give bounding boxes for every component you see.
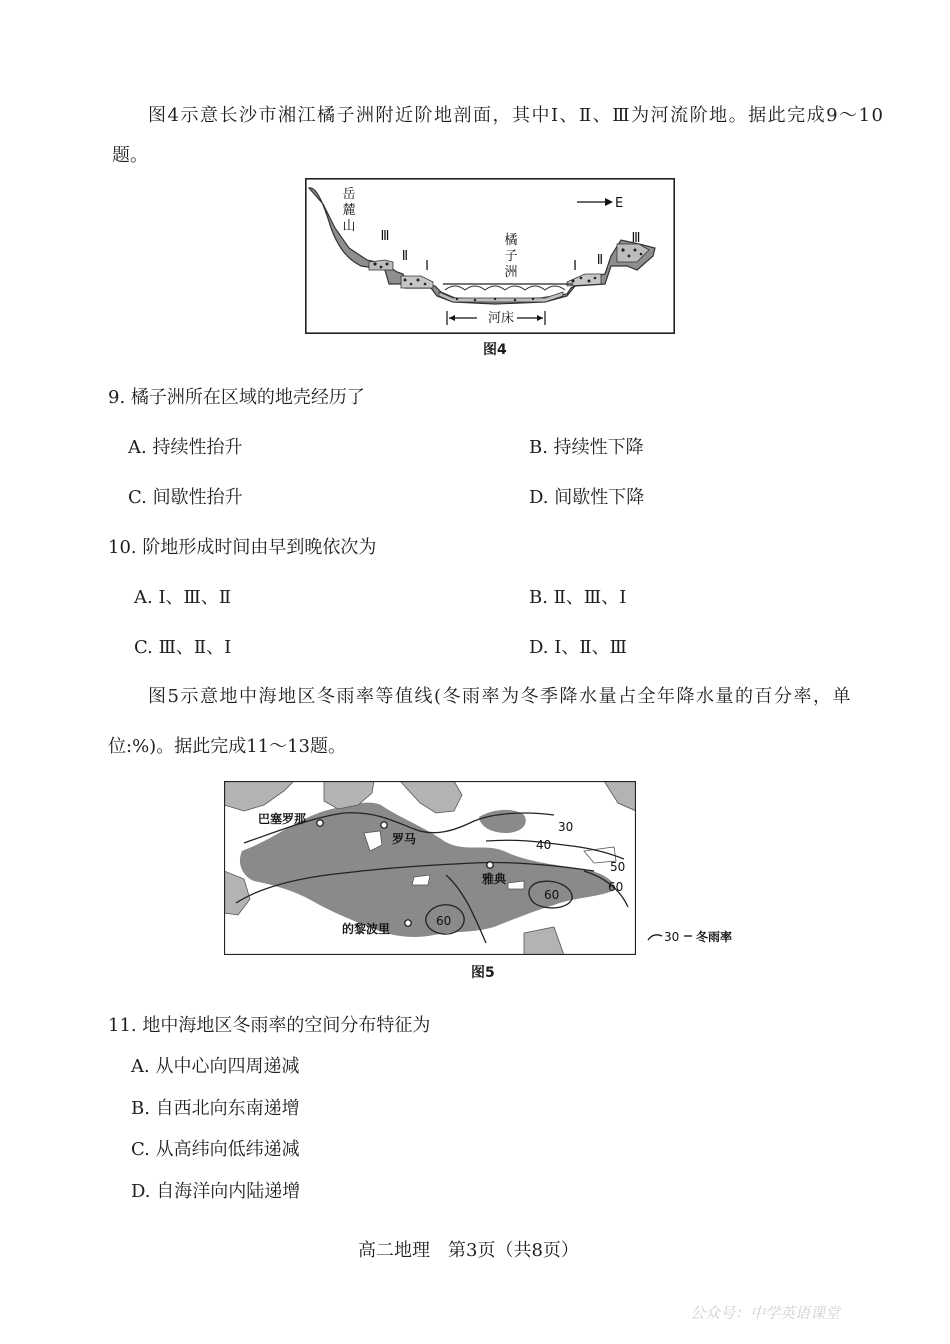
page-footer: 高二地理 第3页（共8页） [358,1240,579,1261]
intro5-line1: 图5示意地中海地区冬雨率等值线(冬雨率为冬季降水量占全年降水量的百分率，单 [148,686,852,707]
figure5-mediterranean-map [224,781,636,955]
terrace-label-left-2: Ⅱ [401,249,409,264]
terrace-label-right-1: Ⅰ [573,259,577,274]
city-marker-athens [487,862,493,868]
isoline-label-60-edge: 60 [608,880,624,894]
isoline-label-40: 40 [536,838,552,852]
intro4-line1: 图4示意长沙市湘江橘子洲附近阶地剖面，其中Ⅰ、Ⅱ、Ⅲ为河流阶地。据此完成9～10 [148,105,885,126]
intro4-line2: 题。 [112,145,148,166]
legend-label: 冬雨率 [696,930,733,944]
q11-option-d: D. 自海洋向内陆递增 [131,1181,301,1202]
q9-option-c: C. 间歇性抬升 [128,487,243,508]
q11-stem: 11. 地中海地区冬雨率的空间分布特征为 [108,1015,431,1036]
q10-option-b: B. Ⅱ、Ⅲ、Ⅰ [529,587,627,608]
q11-option-a: A. 从中心向四周递减 [131,1056,300,1077]
q10-option-d: D. Ⅰ、Ⅱ、Ⅲ [529,637,627,658]
q9-option-d: D. 间歇性下降 [529,487,645,508]
q9-stem: 9. 橘子洲所在区域的地壳经历了 [108,387,365,408]
island-char-3: 洲 [504,265,518,280]
island-char-2: 子 [504,249,518,264]
direction-label: E [615,196,624,211]
isoline-label-50: 50 [610,860,626,874]
terrace-label-right-2: Ⅱ [596,253,604,268]
city-marker-tripoli [405,920,411,926]
mountain-char-1: 岳 [342,187,356,202]
q11-option-b: B. 自西北向东南递增 [131,1098,300,1119]
city-label-barcelona: 巴塞罗那 [258,812,307,826]
q10-stem: 10. 阶地形成时间由早到晚依次为 [108,537,377,558]
terrace-label-left-1: Ⅰ [425,259,429,274]
figure4-terrace-profile [305,178,675,334]
figure5-legend [646,926,756,948]
watermark: 公众号：中学英语课堂 [690,1304,841,1322]
terrace-label-right-3: Ⅲ [631,231,641,246]
q10-option-c: C. Ⅲ、Ⅱ、Ⅰ [134,637,232,658]
city-marker-rome [381,822,387,828]
figure4-caption: 图4 [483,342,507,358]
city-label-tripoli: 的黎波里 [342,922,391,936]
isoline-label-60-south: 60 [436,914,452,928]
terrace-label-left-3: Ⅲ [380,229,390,244]
q9-option-a: A. 持续性抬升 [128,437,243,458]
city-marker-barcelona [317,820,323,826]
q10-option-a: A. Ⅰ、Ⅲ、Ⅱ [134,587,232,608]
isoline-label-60-east: 60 [544,888,560,902]
legend-isoline-left [648,935,662,940]
riverbed-label: 河床 [487,311,515,326]
city-label-athens: 雅典 [482,872,507,886]
intro5-line2: 位:%)。据此完成11～13题。 [108,736,346,757]
mountain-char-2: 麓 [342,203,356,218]
q11-option-c: C. 从高纬向低纬递减 [131,1139,300,1160]
city-label-rome: 罗马 [392,832,417,846]
island-char-1: 橘 [504,233,518,248]
mountain-char-3: 山 [342,219,356,234]
legend-value: 30 [664,930,680,944]
figure5-caption: 图5 [471,965,495,981]
isoline-label-30: 30 [558,820,574,834]
q9-option-b: B. 持续性下降 [529,437,644,458]
